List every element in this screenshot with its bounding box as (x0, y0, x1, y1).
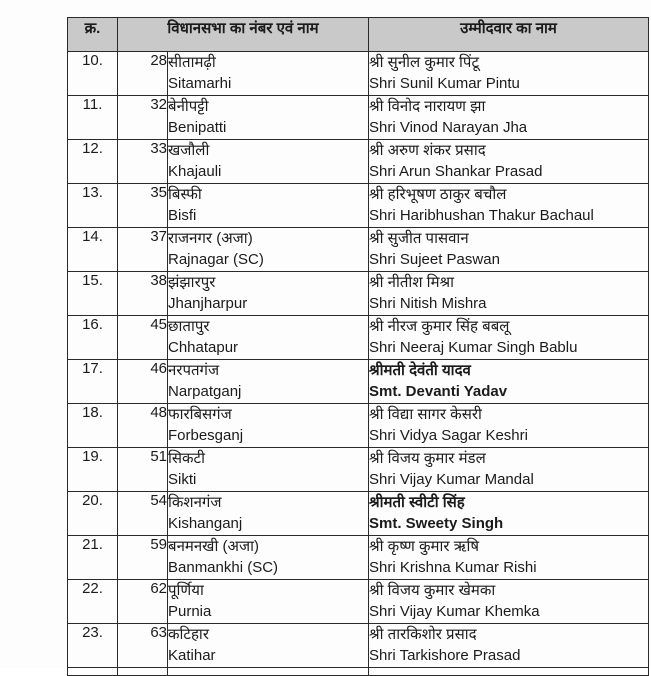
candidate-name-hindi: श्री सुजीत पासवान (369, 230, 469, 247)
constituency-name (168, 228, 369, 272)
candidate-name-hindi: श्री नीतीश मिश्रा (369, 274, 455, 291)
candidate-name-english: Smt. Devanti Yadav (369, 383, 508, 400)
constituency-name-hindi: कटिहार (168, 626, 209, 643)
constituency-name-english: Jhanjharpur (168, 295, 248, 312)
constituency-name-hindi: सीतामढ़ी (168, 54, 216, 71)
serial-number: 20. (68, 492, 118, 536)
candidate-name-hindi: श्री विनोद नारायण झा (369, 98, 486, 115)
constituency-name-hindi: राजनगर (अजा) (168, 230, 253, 247)
constituency-number: 51 (118, 448, 168, 492)
candidate-name-english: Shri Tarkishore Prasad (369, 647, 521, 664)
constituency-number: 33 (118, 140, 168, 184)
constituency-number: 46 (118, 360, 168, 404)
serial-number: 15. (68, 272, 118, 316)
serial-number: 23. (68, 624, 118, 668)
constituency-number: 28 (118, 52, 168, 96)
constituency-number: 35 (118, 184, 168, 228)
candidate-name-hindi: श्रीमती स्वीटी सिंह (369, 494, 465, 511)
candidate-name-hindi: श्री सुनील कुमार पिंटू (369, 54, 480, 71)
table-row (68, 448, 649, 492)
candidate-name (369, 624, 649, 668)
candidate-name-english: Shri Vijay Kumar Mandal (369, 471, 534, 488)
serial-number: 22. (68, 580, 118, 624)
candidate-name (369, 316, 649, 360)
candidate-name-hindi: श्री तारकिशोर प्रसाद (369, 626, 477, 643)
candidate-name-hindi: श्री अरुण शंकर प्रसाद (369, 142, 486, 159)
table-row (68, 272, 649, 316)
table-body (68, 52, 649, 676)
candidate-name-hindi: श्री विजय कुमार खेमका (369, 582, 496, 599)
serial-number: 12. (68, 140, 118, 184)
candidate-name-english: Shri Vidya Sagar Keshri (369, 427, 528, 444)
table-row (68, 404, 649, 448)
constituency-name-hindi: बेनीपट्टी (168, 98, 209, 115)
serial-number: 11. (68, 96, 118, 140)
candidate-name (369, 492, 649, 536)
serial-number: 21. (68, 536, 118, 580)
candidate-name (369, 184, 649, 228)
constituency-name (168, 316, 369, 360)
serial-number: 14. (68, 228, 118, 272)
constituency-name (168, 624, 369, 668)
constituency-name (168, 492, 369, 536)
constituency-number: 32 (118, 96, 168, 140)
header-serial: क्र. (68, 18, 118, 52)
constituency-name-hindi: फारबिसगंज (168, 406, 232, 423)
header-candidate: उम्मीदवार का नाम (369, 18, 649, 52)
constituency-name-hindi: पूर्णिया (168, 582, 204, 599)
constituency-name-english: Sikti (168, 471, 197, 488)
constituency-name (168, 536, 369, 580)
candidate-name-english: Shri Haribhushan Thakur Bachaul (369, 207, 594, 224)
table-row (68, 52, 649, 96)
candidate-name-english: Shri Arun Shankar Prasad (369, 163, 543, 180)
constituency-name-hindi: बिस्फी (168, 186, 202, 203)
constituency-name (168, 52, 369, 96)
constituency-name-hindi: झंझारपुर (168, 274, 216, 291)
table-row (68, 228, 649, 272)
candidate-name-english: Shri Neeraj Kumar Singh Bablu (369, 339, 578, 356)
candidate-name (369, 360, 649, 404)
constituency-number: 37 (118, 228, 168, 272)
candidate-table (67, 17, 649, 676)
table-header (68, 18, 649, 52)
candidate-name (369, 404, 649, 448)
candidate-name-hindi: श्री नीरज कुमार सिंह बबलू (369, 318, 510, 335)
constituency-number: 38 (118, 272, 168, 316)
candidate-name-english: Shri Sujeet Paswan (369, 251, 500, 268)
constituency-number: 62 (118, 580, 168, 624)
serial-number: 10. (68, 52, 118, 96)
table-row (68, 536, 649, 580)
constituency-name-hindi: किशनगंज (168, 494, 222, 511)
table-row (68, 184, 649, 228)
constituency-name-hindi: छातापुर (168, 318, 210, 335)
header-constituency: विधानसभा का नंबर एवं नाम (118, 18, 369, 52)
table-row (68, 316, 649, 360)
constituency-name-english: Forbesganj (168, 427, 244, 444)
candidate-name-english: Shri Sunil Kumar Pintu (369, 75, 520, 92)
candidate-name (369, 272, 649, 316)
candidate-name (369, 228, 649, 272)
constituency-name-english: Chhatapur (168, 339, 239, 356)
constituency-name-hindi: सिकटी (168, 450, 205, 467)
constituency-name (168, 580, 369, 624)
candidate-name-english: Shri Vinod Narayan Jha (369, 119, 528, 136)
candidate-name (369, 96, 649, 140)
constituency-name-hindi: बनमनखी (अजा) (168, 538, 259, 555)
candidate-name-english: Shri Krishna Kumar Rishi (369, 559, 537, 576)
candidate-name (369, 580, 649, 624)
candidate-name (369, 448, 649, 492)
serial-number: 16. (68, 316, 118, 360)
serial-number: 18. (68, 404, 118, 448)
constituency-name (168, 360, 369, 404)
table-row (68, 140, 649, 184)
constituency-name-english: Banmankhi (SC) (168, 559, 279, 576)
constituency-name-english: Katihar (168, 647, 216, 664)
candidate-name-hindi: श्री विजय कुमार मंडल (369, 450, 486, 467)
constituency-number: 45 (118, 316, 168, 360)
serial-number: 13. (68, 184, 118, 228)
candidate-name-english: Shri Nitish Mishra (369, 295, 487, 312)
constituency-name (168, 184, 369, 228)
constituency-name-hindi: खजौली (168, 142, 210, 159)
constituency-name (168, 272, 369, 316)
table-row (68, 580, 649, 624)
candidate-name-hindi: श्रीमती देवंती यादव (369, 362, 471, 379)
table-row-partial (68, 668, 649, 676)
constituency-name-english: Bisfi (168, 207, 197, 224)
candidate-name-hindi: श्री हरिभूषण ठाकुर बचौल (369, 186, 507, 203)
table-row (68, 360, 649, 404)
candidate-name-hindi: श्री कृष्ण कुमार ऋषि (369, 538, 480, 555)
candidate-name-english: Shri Vijay Kumar Khemka (369, 603, 540, 620)
constituency-name-english: Narpatganj (168, 383, 242, 400)
constituency-name (168, 448, 369, 492)
candidate-name (369, 536, 649, 580)
constituency-name-english: Sitamarhi (168, 75, 232, 92)
constituency-name (168, 140, 369, 184)
candidate-name (369, 140, 649, 184)
constituency-number: 54 (118, 492, 168, 536)
constituency-name-hindi: नरपतगंज (168, 362, 220, 379)
serial-number: 17. (68, 360, 118, 404)
candidate-name-hindi: श्री विद्या सागर केसरी (369, 406, 482, 423)
constituency-name (168, 96, 369, 140)
candidate-name-english: Smt. Sweety Singh (369, 515, 504, 532)
constituency-number: 63 (118, 624, 168, 668)
table-row (68, 492, 649, 536)
serial-number: 19. (68, 448, 118, 492)
constituency-name (168, 404, 369, 448)
constituency-name-english: Benipatti (168, 119, 227, 136)
constituency-name-english: Purnia (168, 603, 212, 620)
table-row (68, 96, 649, 140)
constituency-name-english: Khajauli (168, 163, 222, 180)
constituency-number: 59 (118, 536, 168, 580)
candidate-name (369, 52, 649, 96)
constituency-name-english: Rajnagar (SC) (168, 251, 264, 268)
constituency-number: 48 (118, 404, 168, 448)
constituency-name-english: Kishanganj (168, 515, 243, 532)
table-row (68, 624, 649, 668)
